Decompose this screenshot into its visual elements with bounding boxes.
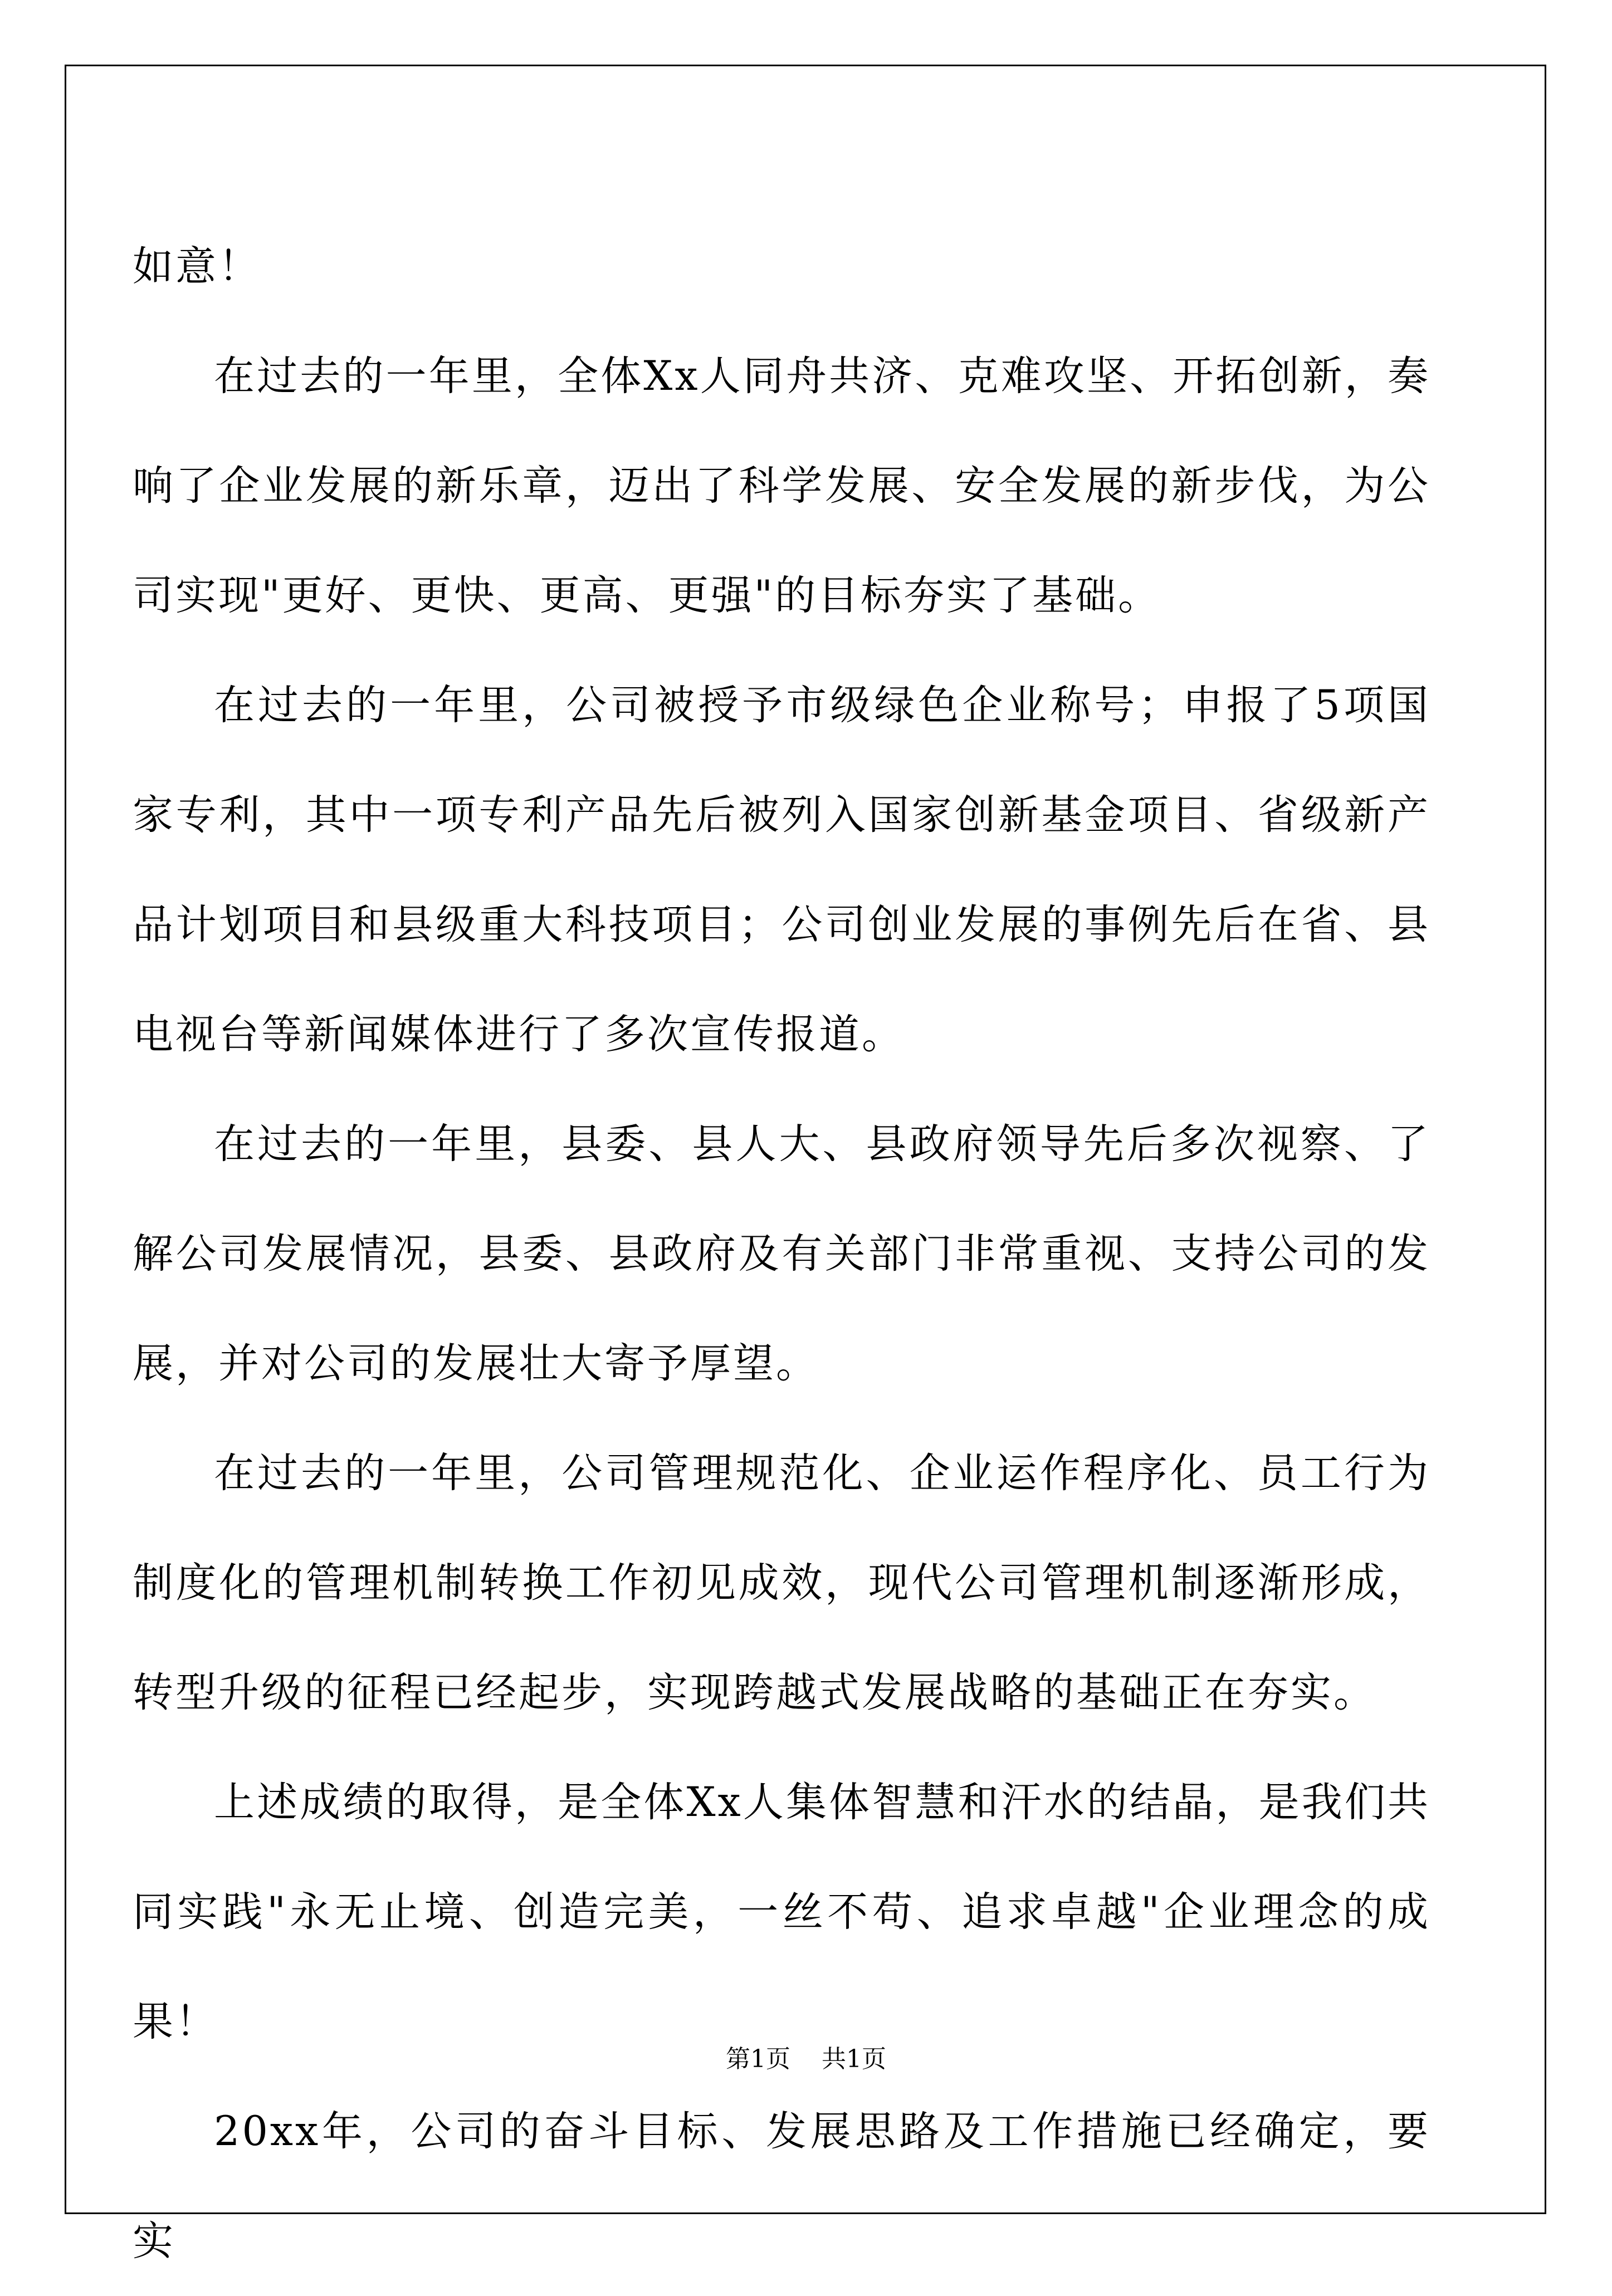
paragraph-achievements: 上述成绩的取得，是全体Xx人集体智慧和汗水的结晶，是我们共同实践"永无止境、创造完美，一丝不苟、追求卓越"企业理念的成果！ [133,1779,1430,2045]
paragraph-next-year-goals: 20xx年，公司的奋斗目标、发展思路及工作措施已经确定，要实 [133,2108,1430,2265]
page-number: 第1页 [726,2045,791,2073]
paragraph-management-reform: 在过去的一年里，公司管理规范化、企业运作程序化、员工行为制度化的管理机制转换工作初见成效，现代公司管理机制逐渐形成，转型升级的征程已经起步，实现跨越式发展战略的基础正在夯实。 [133,1450,1430,1716]
document-body [133,212,1430,2296]
page-footer [0,2043,1612,2076]
page-total: 共1页 [821,2045,886,2073]
paragraph-closing-wish: 如意！ [133,243,261,290]
paragraph-honors-patents: 在过去的一年里，公司被授予市级绿色企业称号；申报了5项国家专利，其中一项专利产品先后被列入国家创新基金项目、省级新产品计划项目和县级重大科技项目；公司创业发展的事例先后在省、县电视台等新闻媒体进行了多次宣传报道。 [133,682,1430,1058]
paragraph-government-support: 在过去的一年里，县委、县人大、县政府领导先后多次视察、了解公司发展情况，县委、县政府及有关部门非常重视、支持公司的发展，并对公司的发展壮大寄予厚望。 [133,1120,1430,1387]
paragraph-past-year-overview: 在过去的一年里，全体Xx人同舟共济、克难攻坚、开拓创新，奏响了企业发展的新乐章，迈出了科学发展、安全发展的新步伐，为公司实现"更好、更快、更高、更强"的目标夯实了基础。 [133,353,1430,619]
